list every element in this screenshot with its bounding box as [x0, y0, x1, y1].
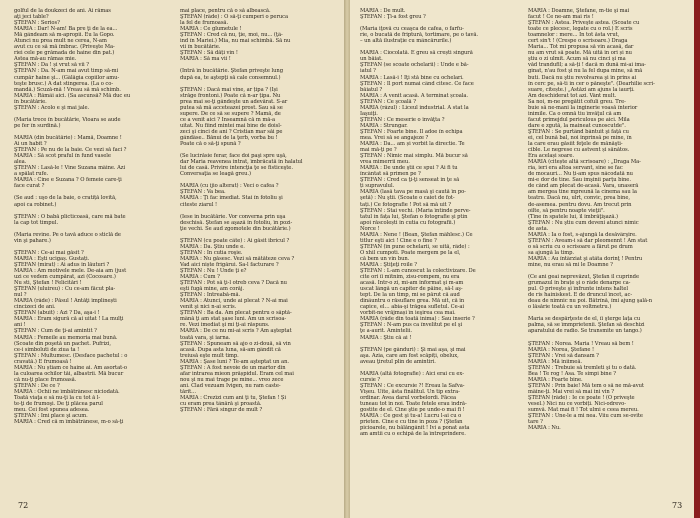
text-line: titlur eşti aici ! Cine e o fine ? [360, 237, 437, 244]
text-line: MARIA : A venit acasă. A terminat școala. [360, 92, 468, 99]
text-line: MARIA : Femeile au memoria mai bună. [14, 334, 118, 341]
text-line: ŞTEFAN : Ba da. Am plecat pentru o săptă- [180, 310, 292, 317]
text-line: gostite de el. Cine ştie pe unde-o mai fi ! [360, 407, 465, 414]
text-line: ŞTEFAN : Serios? [14, 20, 60, 27]
text-line: (Se aud : uşo de la baie, o cratiță lovită, [14, 195, 117, 202]
text-line: ŞTEFAN : Une-le a mi nea. Viiu cum se-ovite [528, 413, 643, 420]
text-line: că bem un vin bun. [360, 255, 410, 262]
text-line: MARIA : Ştiţeţi roile ? [360, 261, 417, 268]
text-line: (Scoate din poşetă un pachet. Pufrizi, [14, 340, 111, 347]
text-line: toată vara, şi iarna. [180, 334, 231, 341]
text-line: MARIA : Cine e Suzana ? O femeie care-ţi [14, 177, 122, 184]
text-line: un băiat. [360, 56, 383, 63]
text-line: MARIA : Să scot praful în fund vasele [14, 153, 111, 160]
text-line: ŞTEFAN : Multumesc. (Desface pachetul : o [14, 352, 128, 359]
text-line: acasă. Intr-o zi, mi-am înformat şi m-am [360, 280, 464, 287]
text-line: ŞTEFAN : Ce excursie ?! Ereau la Safva- [360, 382, 465, 389]
text-line: Vișeu. Uite, ăsta finâlitul. Un tip extra- [360, 388, 460, 395]
text-line: ŞTEFAN : N-am pus ca învelitut pe el şi [360, 322, 463, 329]
text-line: ŞTEFAN : Dacă mai vine, ar țipa ? (Își [180, 86, 278, 93]
text-line: putea să mă acceteazei prost. Sau să se [180, 104, 283, 111]
text-line: facut ! Ce ne-am mai ris ! [528, 14, 594, 21]
text-line: toate ce plecesc, legate cu o rol.) E scris [528, 26, 633, 33]
text-line: treiusă eşte mult timp. [180, 352, 239, 359]
text-line: prea mai se-ţi gândeşte un adevărat. S-ar [180, 98, 288, 105]
text-line: ŞTEFAN : Fără singur de mult ? [180, 407, 263, 414]
text-line: suare, citește.) „Astăzi am ajuns la iaurți. [528, 86, 635, 93]
text-line: re. Vezi imediat şi mi ţi-ai răspuns. [180, 322, 270, 329]
text-line: ŞTEFAN : Ce meserie o învăţta ? [360, 116, 445, 123]
text-line: tărit... [180, 388, 196, 395]
text-line: a spălat rufe. [14, 171, 49, 178]
text-line: în cerc pe, să-ti in cer o păneşte". (Dearhilie scri- [528, 80, 655, 87]
text-line: teşte brusc.) A dat stingerea. (La o co- [14, 80, 114, 87]
text-line: MARIA : Ce glumetule ! [180, 26, 242, 33]
text-line: la cap tot timpul. [14, 219, 59, 226]
text-line: ŞTEFAN (se scoate ochelarii) : Unde e bă- [360, 62, 469, 69]
text-line: MARIA : De ce nu mi-ai scris ? Am aşteptat [180, 328, 292, 335]
text-line: ŞTEFAN : O babă plicticoasă, care mă bate [14, 213, 126, 220]
text-line: ŞTEFAN : Nu ştiu cum deveni atunci nimic [528, 219, 639, 226]
text-line: ŞTEFAN : Îmi place şi acum. [14, 413, 88, 420]
text-line: nu am vrut să poate. Mă uită în ori și nu [528, 50, 632, 57]
text-line: afar intrarea mieon prășpidul. Eram cel mai [180, 370, 294, 377]
text-line: tatul in fața lui, Ştefan o fotografie şi ptin [360, 213, 468, 220]
text-line: mine, nu erau să mi le Doamne ? [528, 261, 613, 268]
text-line: (Tine în spatele lui, îl îmbrăţişază.) [528, 213, 618, 220]
text-line: cravată.) E frumoasă ! [14, 358, 72, 365]
text-line: ŞTEFAN : Cred ca ţi-ţi senseat in ţe să [360, 177, 460, 184]
text-line: MARIA : Mă îniimeă. [528, 358, 582, 365]
text-line: mai mă-ţi pe ? [360, 147, 397, 154]
text-line: vorbit-ne vrăjmași în ieşirea cea mai. [360, 310, 456, 317]
text-line: – un altă ilustrație cu mâncărurile.) [360, 38, 452, 45]
text-line: MARIA : Dar! N-am! Ba pre ţi de la ea... [14, 26, 118, 33]
text-line: MARIA : Nene ! (Bean, Ştefan mâhlesc.) Ce [360, 231, 473, 238]
text-line: buie să ne-mani la inginerie voasă înterior [528, 104, 638, 111]
text-line: ŞTEFAN : Da ! și vrut să vii ? [14, 62, 89, 69]
text-line: mâine-ţi. Mai vrei să mai ini vin ? [528, 388, 615, 395]
text-line: teatru. Dacă nu, ulrt, convic, prea bine, [528, 195, 630, 202]
text-line: ce a venit aici ? Înseamnă că m mă-a [180, 116, 275, 123]
text-line: la culoarea ochilor tăi, albastrii. Mă bucur [14, 370, 124, 377]
text-line: ŞTEFAN : Prin baie! Mă tem o să ne mă-avut [528, 382, 644, 389]
text-line: ŞTEFAN : Îl port numai când citesc. Ce face [360, 80, 474, 87]
left-page [0, 0, 344, 518]
text-line: MARIA : Ochii ne îmbătrânesc niciodată. [14, 388, 120, 395]
text-line: Conversaţia se leagă greu.) [180, 171, 251, 178]
text-line: ţie vechi. Se aud zgomotele din bucătărie.) [180, 225, 291, 232]
text-line: de asta. [528, 225, 549, 232]
text-line: ŞTEFAN : Trebuie să tremleti şi tu o dată. [528, 364, 637, 371]
text-line: ŞTEFAN : Foarte bine. Il adoe în echipa [360, 128, 463, 135]
text-line: mână ţi am stat şase luni. Am un scrisoa- [180, 316, 287, 323]
text-line: MARIA : Au întârziat şi atâta dorinţ ! Pentru [528, 255, 643, 262]
text-line: ŞTEFAN : Întreabă-mă. [180, 292, 241, 299]
text-line: ŞTEFAN (râde) : O să-ţi cumperi o peruca [180, 14, 289, 21]
text-line: ŞTEFAN : Acolo e şi mai jale. [14, 104, 90, 111]
text-line: aţi jeci table? [14, 14, 49, 21]
text-line: MARIA : Ce gest şi tu-a! Lucru l-ai cu o [360, 413, 462, 420]
text-line: Iaşuiţi. [360, 110, 378, 117]
text-line: ŞTEFAN : L-am cunoscut la colectivizare. De [360, 268, 476, 275]
text-line: aşa. Azia, care am fost scăpiți, obelux, [360, 352, 459, 359]
text-line: MARIA : Ţi fac imediat. Stai în fotoliu şi [180, 195, 283, 202]
text-line: facut primejdul periculous pe aici. Mila [528, 116, 630, 123]
text-line: Atunci nu prea mult ne cerea, N-am [14, 38, 107, 45]
text-line: ŞTEFAN : Astea. Priveşte astea. (Scoate cu [528, 20, 640, 27]
text-line: ani. Clad vezuam Ivigen, nu ram caste- [180, 382, 281, 389]
text-line: apoi ca robinet.) [14, 201, 57, 208]
text-line: (Maria revine. Pe o tavă aduce o sticlă de [14, 231, 121, 238]
right-page-number: 73 [672, 501, 683, 510]
text-line: o să scriu cu o scrisoare a fărut pe drum [528, 243, 633, 250]
text-line: ŞTEFAN (cu poate câte) : Ai găsit ibricul ? [180, 237, 290, 244]
text-line: zeci şi cinci de ani ? Cristian mar săi pe [180, 128, 283, 135]
text-line: Ai un habit ? [14, 141, 47, 148]
text-line: riei cele pe grămada de haine din pat.) [14, 50, 115, 57]
text-line: străge frontoni.) Poate că n-ar țipa. Nu [180, 92, 281, 99]
right-column-2 [528, 8, 678, 490]
text-line: MARIA : Norea, Ştefane ! [528, 346, 595, 353]
text-line: MARIA : Crezîzi cum ani ţi tu, Ştefan ! Și [180, 395, 286, 401]
left-page-number: 72 [18, 501, 29, 510]
text-line: prieten. Cine e cu tine în poza ? (Ştefan [360, 419, 463, 426]
text-line: mi-e dor de tine. Sau imşinii parțu bine. [528, 177, 631, 184]
text-line: ți supravulul. [360, 183, 395, 190]
text-line: ŞTEFAN (râde) : Îe ce poate ! (O priveşte [528, 395, 635, 401]
text-line: capice, el… abia-şi trăgea sufletul. Ce-ai [360, 304, 464, 311]
text-line: alea. [14, 159, 27, 166]
text-line: dare e zgută, la maineat cunoscutde". [528, 122, 626, 129]
text-line: vesel.) Nici nu ce vorbiți. Nici-odrevo- [528, 401, 626, 408]
text-line: Astea mă-au rămas mie. [14, 56, 77, 63]
text-line: aveau ţiretul plin de amintiri. [360, 358, 436, 365]
text-line: te-ţi de frumoşi. De ţi plăcea parul [14, 401, 103, 408]
text-line: MARIA : Eram sigură că ai uitat ! La mulţi [14, 316, 124, 323]
text-line: eşti fugă mine, am corăj. [180, 286, 245, 293]
text-line: MARIA (din bucătărie) : Mamă, Doamne ! [14, 134, 122, 141]
text-line: cible. Le negrese cu astvent și sănătos. [528, 147, 630, 154]
text-line: oilte, să pentru noapte vieţii". [528, 207, 605, 214]
text-line: Toată viaţa e să nu-ţi la cu tot ă l- [14, 395, 101, 401]
text-line: MARIA : De unde ştii ce spui ? Ai fi tu [360, 165, 458, 172]
text-line: MARIA : Rămâi aici. (Sa ascunsă? Mă duc eu [14, 92, 131, 99]
text-line: buti. Dacă nu ştiu revolvarea şi în prins ai [528, 74, 637, 81]
text-line: în bucătărie. [14, 98, 47, 105]
text-line: tare ? [528, 419, 543, 426]
text-line: MARIA : Cum ? [180, 274, 220, 281]
text-line: (Maria iţovă cu ceaşca de cafea, o farfu- [360, 26, 464, 33]
text-line: încântat să primen pe ? [360, 171, 421, 178]
book-cover-edge [694, 0, 700, 518]
text-line: am mergea tine mpreună la cinema sau la [528, 189, 637, 196]
text-line: Maria se despărţeste de el, îi şterge lața cu [528, 316, 641, 323]
text-line: ŞTEFAN : Ce şcoală ? [360, 98, 416, 105]
text-line: nou şi nu mai trage pe mine... vreo zece [180, 376, 284, 383]
text-line: iatul ? [360, 68, 376, 75]
text-line: ŞTEFAN : Pe nu de la baie. Ce vezi să faci ? [14, 147, 127, 154]
text-line: MARIA : Ştiu că ai ! [360, 334, 412, 341]
text-line: MARIA (râzul) : Liceul industrial. A stat la [360, 104, 469, 111]
text-line: avut cu ce să mă îmbrac. (Priveşte Ma- [14, 44, 115, 51]
text-line: toamnelor : mere... În tot ăsta vrut, [528, 32, 620, 39]
text-line: ŞTEFAN (abuit) : Azi ? Da, aşa-i ! [14, 310, 100, 317]
text-line: cu eram prea tânără şi proastă. [180, 401, 262, 408]
text-line: cert sin't ! (Crespe o scrisoare.) Draga [528, 38, 628, 45]
left-column-1 [14, 8, 164, 490]
text-line: MARIA : Ia o fost, s-ajungă la desăvârşire. [528, 231, 637, 238]
text-line: MARIA : Atunci, unde ai plecat ? N-ai mai [180, 298, 288, 305]
text-line: golful de la doukzeci de ani. Ai rămas [14, 8, 111, 14]
text-line: (Ce ani geai neprevăzut, Ştefan îl cuprinde [528, 274, 639, 281]
text-line: Mă gândeam să m-apropii. Eu la Gopo. [14, 32, 115, 39]
text-line: MARIA : Lasă-i ! Îţi stă bine cu ochelari. [360, 74, 464, 81]
text-line: MARIA (cu ijio alterat) : Veci o cafea ? [180, 183, 279, 190]
text-line: ŞTEFAN : Spuneam să ajo o zi-două, să vin [180, 340, 291, 347]
text-line: nul ? [14, 292, 27, 299]
text-line: MARIA : Cred că m îmbătrânese, m-o să-ţi [14, 419, 124, 426]
text-line: că nu-ţi place frumoasă. [14, 376, 77, 383]
text-line: uzi ce vedem cumpărat, azi (Cocosare.) [14, 274, 116, 281]
text-line: Vad aici niște frigărui. Sa-l facturare ? [180, 261, 279, 268]
text-line: Maria... Tot mi propusa să vin acasă, dar [528, 44, 634, 51]
text-line: ŞTEFAN (uluireu) : Cu ce-am făcut pla- [14, 286, 116, 293]
text-line: ŞTEFAN : Va bea. [180, 189, 226, 196]
text-line: am amtii cu o echipă de la întreprindere. [360, 431, 466, 438]
text-line: ani ! [14, 322, 26, 329]
right-page [350, 0, 694, 518]
text-line: deschisă. Ştefan se aşază în fotoliu, în pozi- [180, 219, 293, 226]
text-line: ginat, n'au fost şi nu la fel dupa mine, să mă [528, 68, 643, 75]
text-line: de când am plecat de-acasă. Vara, unaseră [528, 183, 639, 190]
text-line: MARIA (altă fotografie) : Aici erai cu ex- [360, 370, 464, 377]
text-line: ştiu o zi ulmit. Acum să nu cinci şi ma [528, 56, 626, 63]
text-line: o lăsărie toată cu un voltmetru.) [528, 304, 612, 311]
text-line: MARIA : Nu găsesc. Vezi să mătăteze ceva ? [180, 255, 295, 262]
text-line: deau de nimnic nu poi. Bătrînă, îmi ajung şală-n [528, 298, 653, 305]
text-line: ŞTEFAN : Ţi-a fost greu ? [360, 14, 426, 21]
text-line: Nu sti, Ştefan ! Felicitări ! [14, 280, 82, 287]
text-line: ŞTEFAN : Da. N-am mai avut timp să-mi [14, 68, 119, 75]
text-line: ria, ieri era altoa servant, sine se fac [528, 165, 623, 172]
text-line: cincizeci de ani. [14, 304, 56, 311]
text-line: MARIA : Da. Ştiu unde e. [180, 243, 245, 250]
text-line: pe fer în surdină.) [14, 122, 61, 129]
text-line: MARIA : Să ma vii ! [180, 56, 231, 63]
text-line: de-asemea. pentru dovu. Am trecut prin [528, 201, 632, 208]
text-line: ŞTEFAN : Pot să ţi-l otreb ceva ? Dacă nu [180, 280, 287, 287]
text-line: Norce ! [360, 225, 380, 232]
text-line: tați.) Ce fotografie ! Pot să mă uit ? [360, 201, 451, 208]
text-line: MARIA : Nu știam ce haine ai. Am asortat-o [14, 364, 127, 371]
text-line: MARIA : Nu. [528, 425, 561, 432]
text-line: ŞTEFAN : Vrei să dansam ? [528, 352, 599, 359]
text-line: face curat ? [14, 183, 45, 190]
text-line: uitat. Nu fiind mintei mai bine de doisl- [180, 122, 282, 129]
text-line: citeste ziarul ! [180, 201, 218, 208]
text-line: Sa noi, m-ne pregătit cofuli greu. Tre- [528, 98, 626, 105]
text-line: ordinar. Avea darul vorbelordi. Făcea [360, 395, 457, 401]
text-line: ŞTEFAN : A fost nevoie de un martor din [180, 364, 286, 371]
text-line: pul. O priveşte şi înfrunte intens haltel [528, 286, 628, 293]
text-line: dar Maria reavenea intrat, îmbrăcată în halatul [180, 159, 303, 166]
text-line: ŞTEFAN : Lasă-le ! Vine Suzana mâine. Azi [14, 165, 126, 172]
text-line: la fel de frumoasă. [180, 20, 229, 27]
text-line: tept. De la un timp, mi se părut că aud [360, 292, 460, 299]
text-line: MARIA (citește altă scrisoare) : „Draga Ma- [528, 159, 641, 166]
text-line: Bea ! Te rog ! Asa. Te simpi bine ? [528, 370, 616, 377]
text-line: ŞTEFAN : Stai vechi. (Maria întinde perve- [360, 207, 471, 214]
text-line: tuneau tot în noi. Toate fetele erau îndră- [360, 401, 467, 408]
text-line: supere. De ce să se supere ? Mamă, de [180, 110, 281, 117]
text-line: ŞTEFAN (în pune ochelarii, se uită, râde) : [360, 243, 470, 250]
text-line: ŞTEFAN : Cum de ţi-ai amintit ? [14, 328, 97, 335]
text-line: cursie ? [360, 376, 381, 383]
text-line: ŞTEFAN : De ce ? [14, 382, 60, 389]
text-line: ŞTEFAN : Să dăți vin ! [180, 50, 238, 57]
text-line: ŞTEFAN : Cred că nu, ţie, moi, nu... (ţâ- [180, 32, 283, 39]
text-line: (Maria trece în bucătărie, Vioara se aude [14, 116, 121, 123]
text-line: MARIA : Am motivele mele. De-aia am (just [14, 268, 127, 275]
text-line: aparatului de radio. Se transmite un tango.) [528, 328, 642, 335]
text-line: picioarele, nu bălăngânit ! Ivi a ponat asta [360, 425, 470, 432]
text-line: mai place, pentru că o să albească. [180, 8, 271, 14]
text-line: ŞTEFAN : Nimic mai simplu. Mă bucur să [360, 153, 468, 160]
text-line: acasă. Dupa asta luna, să-am gândit că [180, 346, 281, 353]
text-line: vrea mimerrii meu. [360, 159, 410, 166]
text-line: ce-i simboluti de ziua ta ! [14, 346, 80, 353]
text-line: şetă) : Nu ştii. (Scoate o caiet de fot- [360, 195, 455, 202]
text-line: ŞTEFAN (pe gânduri) : Şi mai aşa, şi mai [360, 346, 466, 353]
text-line: la care erau găsiit feţele de mănăşti- [528, 141, 623, 148]
text-line: de mocauri... Nu ți-am spus nâcodată nu [528, 171, 633, 178]
text-line: ŞTEFAN : Se purtând bântuit şi față cu [528, 128, 629, 135]
left-column-2 [180, 8, 330, 490]
text-line: grumazul în brațe şi o râde denarpe ca- [528, 280, 631, 287]
text-line: rie, o bucată de friptură, tortimare, pe o tavă. [360, 32, 479, 39]
text-line: lui de casă. Privire intencţia ţe se fisticeşte. [180, 165, 293, 172]
text-line: ŞTEFAN : Nu ! Unde ţi e? [180, 268, 247, 275]
text-line: ŞTEFAN : În cutia roşie. [180, 249, 243, 256]
text-line: sumvă. Mat mai fi ! Tot ulmi e ceea mereu. [528, 407, 639, 414]
text-line: MARIA (lasă tava pe masă şi caută în po- [360, 189, 466, 196]
text-line: MARIA : Da... am și vorbit la directie. Te [360, 141, 465, 148]
text-line: MARIA : Foarte bine. [528, 376, 583, 383]
text-line: venit şi nici n-ai scris. [180, 304, 237, 311]
text-line: gândâse.. Bănui de la ţerb, vorba bu ! [180, 134, 278, 141]
text-line: dinâuntru o răsuflare grea. Mă uit, că în [360, 298, 465, 305]
text-line: ei, cel bună bal, noi înprinsă pe mine, în [528, 134, 632, 141]
text-line: mea. Vrei să se angajeze ? [360, 134, 429, 141]
text-line: MARIA : Strungar. [360, 122, 408, 129]
text-line: mandă.) Scuză-mă ! Vreau să mă schimb. [14, 86, 121, 93]
text-line: (Iese în bucătărie. Vor converna prin uşa [180, 213, 286, 220]
text-line: MARIA (râde) : Păsul ! Antăţi împlinești [14, 298, 117, 305]
text-line: vin şi pahare.) [14, 237, 51, 244]
text-line: cite ori îi mîtnim, zisu-rompem, nu era [360, 274, 460, 281]
text-line: Era același soare. [528, 153, 574, 160]
text-line: ŞTEFAN (mirat) : Ai adus în lăuturi ? [14, 261, 110, 268]
text-line: Am deschiderat tot azi. Vânt mult. [528, 92, 617, 99]
text-line: Poate că o să-ţi spună ? [180, 141, 241, 148]
text-line: MARIA : Eşti ucigaș. Gustați. [14, 255, 90, 262]
text-line: MARIA : Ciocolată. E greu să crești singură [360, 50, 473, 57]
text-line: apoi răscolești în cutia cu fotografii.) [360, 219, 456, 226]
text-line: de ris hainiskest. E de druncul încet, ac- [528, 292, 633, 299]
text-line: ŞTEFAN : Aveam-i să dar pleomennt ! Am stat [528, 237, 648, 244]
text-line: MARIA : Doamne, Ştefane, m-tie şi mai [528, 8, 630, 14]
text-line: inimile. Ca o omnă tiu învăţul că am [528, 110, 622, 117]
text-line: văd trandufil; a să-ți ! dacă m dună mi-ai ima- [528, 62, 646, 69]
text-line: palma, să se îmmprietenii. Ştefan să deschizi [528, 322, 645, 329]
text-line: ŞTEFAN : Norea. Maria ! Vreau să bem ! [528, 340, 634, 347]
text-line: MARIA (râde din toată inima) : Sau inserie ? [360, 316, 475, 323]
text-line: băiatul ? [360, 86, 383, 93]
text-line: MARIA : Şase luni ? Te-am aşteptat un an. [180, 358, 289, 365]
text-line: ŞTEFAN : Ce-ai mai găsit ? [14, 249, 84, 256]
text-line: cumpăr haine şi... (Gâlăgia copiilor amu- [14, 74, 120, 81]
text-line: uscat lângă un capiter de păine, să-l aş- [360, 286, 463, 293]
text-line: (Se lucirăsie ferar, face doi paşi spre uşă, [180, 153, 287, 160]
text-line: după ea, te aştepţi să cale consemnul.) [180, 74, 281, 81]
right-column-1 [360, 8, 510, 490]
text-line: meu. Cei fost spunea adesea. [14, 407, 90, 414]
text-line: sa ajungă la timp. [528, 249, 574, 256]
text-line: vii în bucătărie. [180, 44, 221, 51]
text-line: (Intră în bucătărie. Ştefan priveşte lung [180, 68, 283, 75]
text-line: O xhil cumpoti. Poate mergem pe la el, [360, 249, 461, 256]
text-line: ţe a-aurit. Amintelii. [360, 328, 412, 335]
text-line: ind în Mariei.) Mia, nu mai schimbă. Să nu [180, 38, 291, 45]
text-line: MARIA : De mult. [360, 8, 406, 14]
